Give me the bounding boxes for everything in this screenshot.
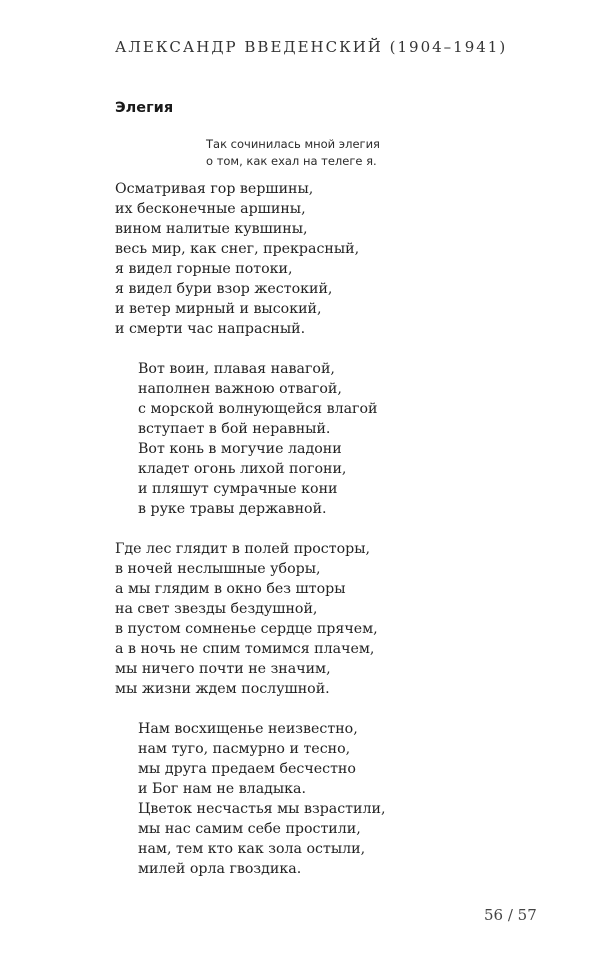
poem-line: нам туго, пасмурно и тесно, [138, 741, 351, 757]
poem-line: Нам восхищенье неизвестно, [138, 721, 358, 737]
poem-line: а в ночь не спим томимся плачем, [115, 641, 375, 657]
poem-line: в руке травы державной. [138, 501, 327, 517]
stanza-1 [115, 179, 385, 339]
poem-line: мы ничего почти не значим, [115, 661, 331, 677]
stanza-3 [115, 539, 385, 699]
poem-line: мы нас самим себе простили, [138, 821, 361, 837]
running-head: АЛЕКСАНДР ВВЕДЕНСКИЙ (1904–1941) [115, 38, 508, 56]
poem-line: я видел бури взор жестокий, [115, 281, 333, 297]
poem-line: Вот конь в могучие ладони [138, 441, 342, 457]
poem-line: на свет звезды бездушной, [115, 601, 318, 617]
stanza-4 [115, 719, 385, 879]
poem-line: Цветок несчастья мы взрастили, [138, 801, 386, 817]
poem-line: нам, тем кто как зола остыли, [138, 841, 366, 857]
poem-line: мы жизни ждем послушной. [115, 681, 330, 697]
epigraph-line: Так сочинилась мной элегия [206, 137, 380, 151]
poem-line: с морской волнующейся влагой [138, 401, 378, 417]
epigraph-line: о том, как ехал на телеге я. [206, 154, 377, 168]
page-number: 56 / 57 [484, 906, 537, 924]
poem-line: и пляшут сумрачные кони [138, 481, 338, 497]
epigraph [206, 136, 380, 170]
poem-body [115, 179, 385, 899]
poem-line: а мы глядим в окно без шторы [115, 581, 346, 597]
poem-line: и ветер мирный и высокий, [115, 301, 322, 317]
poem-line: весь мир, как снег, прекрасный, [115, 241, 360, 257]
poem-title: Элегия [115, 100, 174, 116]
poem-line: и смерти час напрасный. [115, 321, 306, 337]
poem-line: вступает в бой неравный. [138, 421, 331, 437]
poem-line: кладет огонь лихой погони, [138, 461, 347, 477]
poem-line: в пустом сомненье сердце прячем, [115, 621, 378, 637]
poem-line: в ночей неслышные уборы, [115, 561, 321, 577]
poem-line: милей орла гвоздика. [138, 861, 302, 877]
poem-line: вином налитые кувшины, [115, 221, 308, 237]
poem-line: и Бог нам не владыка. [138, 781, 307, 797]
poem-line: Осматривая гор вершины, [115, 181, 314, 197]
poem-line: я видел горные потоки, [115, 261, 293, 277]
poem-line: Где лес глядит в полей просторы, [115, 541, 371, 557]
poem-line: Вот воин, плавая навагой, [138, 361, 335, 377]
poem-line: мы друга предаем бесчестно [138, 761, 356, 777]
poem-line: наполнен важною отвагой, [138, 381, 342, 397]
poem-line: их бесконечные аршины, [115, 201, 306, 217]
stanza-2 [115, 359, 385, 519]
